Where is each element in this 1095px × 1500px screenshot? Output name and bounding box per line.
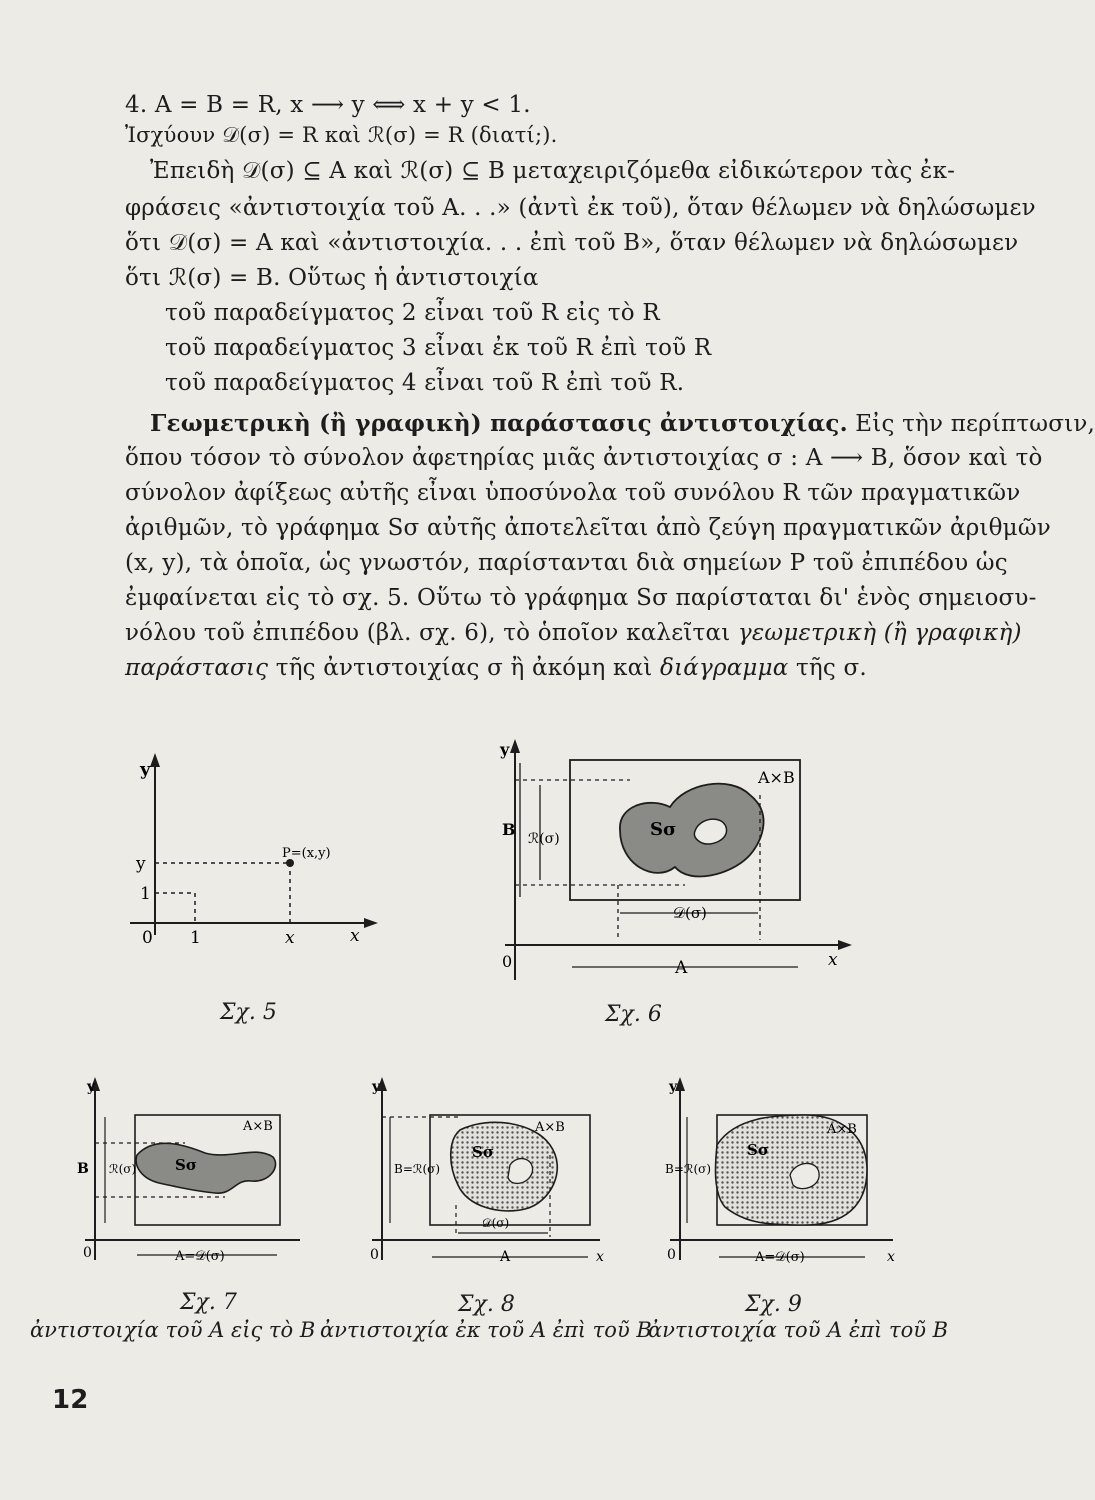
example-list-item-4: τοῦ παραδείγματος 4 εἶναι τοῦ R ἐπὶ τοῦ R. (165, 370, 685, 396)
section-first-line-rest: Εἰς τὴν περίπτωσιν, (847, 411, 1095, 437)
fig9-domain-label: A=𝒟(σ) (755, 1250, 805, 1265)
fig5-one-x: 1 (190, 928, 201, 948)
fig8-origin: 0 (370, 1247, 379, 1263)
fig6-a-label: A (675, 958, 688, 978)
fig5-origin: 0 (142, 928, 153, 948)
fig5-one-y: 1 (140, 884, 151, 904)
fig5-x-axis-label: x (350, 926, 360, 946)
fig7-domain-label: A=𝒟(σ) (175, 1249, 225, 1264)
fig7-subcaption: ἀντιστοιχία τοῦ A εἰς τὸ B (30, 1318, 316, 1342)
example-list-item-2: τοῦ παραδείγματος 2 εἶναι τοῦ R εἰς τὸ R (165, 300, 660, 326)
fig7-graph-label: Sσ (175, 1156, 197, 1174)
fig7-y-axis-label: y (87, 1079, 96, 1095)
fig7-b-label: B (77, 1161, 89, 1177)
fig6-caption: Σχ. 6 (605, 1002, 662, 1027)
fig9-range-label: B=ℛ(σ) (665, 1162, 712, 1176)
term-representation: παράστασις (125, 655, 269, 681)
figure-6 (490, 735, 860, 1000)
section-heading: Γεωμετρικὴ (ἢ γραφικὴ) παράστασις ἀντιστοιχίας. (150, 410, 848, 437)
term-diagram: διάγραμμα (660, 655, 789, 681)
figure-8 (360, 1075, 620, 1275)
section-line-4: ἀριθμῶν, τὸ γράφημα Sσ αὐτῆς ἀποτελεῖται ἀπὸ ζεύγη πραγματικῶν ἀριθμῶν (125, 515, 1051, 541)
fig6-y-arrow (510, 739, 520, 753)
paragraph-1-line-4: ὅτι ℛ(σ) = B. Οὕτως ἡ ἀντιστοιχία (125, 265, 539, 291)
fig9-graph-label: Sσ (747, 1141, 769, 1159)
fig6-graph-label: Sσ (650, 819, 677, 840)
section-line-6: ἐμφαίνεται εἰς τὸ σχ. 5. Οὕτω τὸ γράφημα Sσ παρίσταται δι' ἑνὸς σημειοσυ- (125, 585, 1037, 611)
fig6-x-axis-label: x (828, 950, 838, 970)
section-line-3: σύνολον ἀφίξεως αὐτῆς εἶναι ὑποσύνολα τοῦ συνόλου R τῶν πραγματικῶν (125, 480, 1021, 506)
example-4-holds: Ἰσχύουν 𝒟(σ) = R καὶ ℛ(σ) = R (διατί;). (125, 123, 558, 147)
fig6-b-label: B (502, 820, 516, 839)
term-geometric: γεωμετρικὴ (ἢ γραφικὴ) (737, 620, 1022, 646)
figure-7 (55, 1075, 305, 1275)
section-line-2: ὅπου τόσον τὸ σύνολον ἀφετηρίας μιᾶς ἀντιστοιχίας σ : A ⟶ B, ὅσον καὶ τὸ (125, 445, 1043, 471)
section-line-8 (125, 655, 867, 681)
section-line-7-text: νόλου τοῦ ἐπιπέδου (βλ. σχ. 6), τὸ ὁποῖον καλεῖται (125, 620, 731, 646)
paragraph-1-line-2: φράσεις «ἀντιστοιχία τοῦ A. . .» (ἀντὶ ἐκ τοῦ), ὅταν θέλωμεν νὰ δηλώσωμεν (125, 195, 1036, 221)
fig9-subcaption: ἀντιστοιχία τοῦ A ἐπὶ τοῦ B (648, 1318, 949, 1342)
fig9-y-axis-label: y (669, 1079, 678, 1095)
fig6-product-label: A×B (758, 768, 795, 787)
section-line-5: (x, y), τὰ ὁποῖα, ὡς γνωστόν, παρίστανται διὰ σημείων P τοῦ ἐπιπέδου ὡς (125, 550, 1008, 576)
paragraph-1-line-3: ὅτι 𝒟(σ) = A καὶ «ἀντιστοιχία. . . ἐπὶ τοῦ B», ὅταν θέλωμεν νὰ δηλώσωμεν (125, 230, 1019, 256)
fig5-point-label: P=(x,y) (282, 846, 331, 861)
fig5-x-label: x (285, 928, 295, 948)
example-list-item-3: τοῦ παραδείγματος 3 εἶναι ἐκ τοῦ R ἐπὶ τοῦ R (165, 335, 712, 361)
section-line-8-end: τῆς σ. (788, 655, 867, 681)
fig8-subcaption: ἀντιστοιχία ἐκ τοῦ A ἐπὶ τοῦ B (320, 1318, 652, 1342)
fig7-caption: Σχ. 7 (180, 1290, 237, 1315)
fig6-y-axis-label: y (500, 740, 510, 759)
fig8-caption: Σχ. 8 (458, 1292, 515, 1317)
page-number: 12 (52, 1385, 89, 1415)
fig7-range-label: ℛ(σ) (109, 1162, 137, 1176)
fig8-y-axis-label: y (372, 1079, 381, 1095)
fig5-y-arrow (150, 753, 160, 767)
figure-5 (100, 745, 400, 995)
section-first-line (150, 410, 1095, 437)
fig8-x-axis-label: x (596, 1249, 604, 1265)
fig6-graph-region (620, 784, 764, 877)
fig8-graph-region (451, 1122, 558, 1211)
fig7-origin: 0 (83, 1245, 92, 1261)
fig8-domain-label: 𝒟(σ) (482, 1216, 510, 1230)
fig6-range-label: ℛ(σ) (528, 831, 560, 847)
fig8-product-label: A×B (535, 1120, 565, 1135)
fig7-product-label: A×B (243, 1119, 273, 1134)
fig6-domain-label: 𝒟(σ) (673, 904, 707, 922)
fig6-x-arrow (838, 940, 852, 950)
fig5-x-arrow (364, 918, 378, 928)
fig5-caption: Σχ. 5 (220, 1000, 277, 1025)
fig7-graph-region (136, 1143, 275, 1193)
fig8-range-label: B=ℛ(σ) (394, 1162, 441, 1176)
fig5-y-label: y (136, 854, 146, 874)
section-line-7 (125, 620, 1022, 646)
fig8-a-label: A (500, 1249, 511, 1265)
paragraph-1-line-1: Ἐπειδὴ 𝒟(σ) ⊆ A καὶ ℛ(σ) ⊆ B μεταχειριζόμεθα εἰδικώτερον τὰς ἐκ- (150, 158, 956, 184)
fig5-y-axis-label: y (140, 759, 151, 780)
fig9-product-label: A×B (827, 1122, 857, 1137)
example-4-header: 4. A = B = R, x ⟶ y ⟺ x + y < 1. (125, 92, 531, 118)
fig9-caption: Σχ. 9 (745, 1292, 802, 1317)
fig8-graph-label: Sσ (472, 1143, 494, 1161)
section-line-8-mid: τῆς ἀντιστοιχίας σ ἢ ἀκόμη καὶ (268, 655, 661, 681)
fig9-x-axis-label: x (887, 1249, 895, 1265)
fig6-origin: 0 (502, 952, 513, 971)
figure-9 (655, 1075, 905, 1275)
fig9-origin: 0 (667, 1247, 676, 1263)
